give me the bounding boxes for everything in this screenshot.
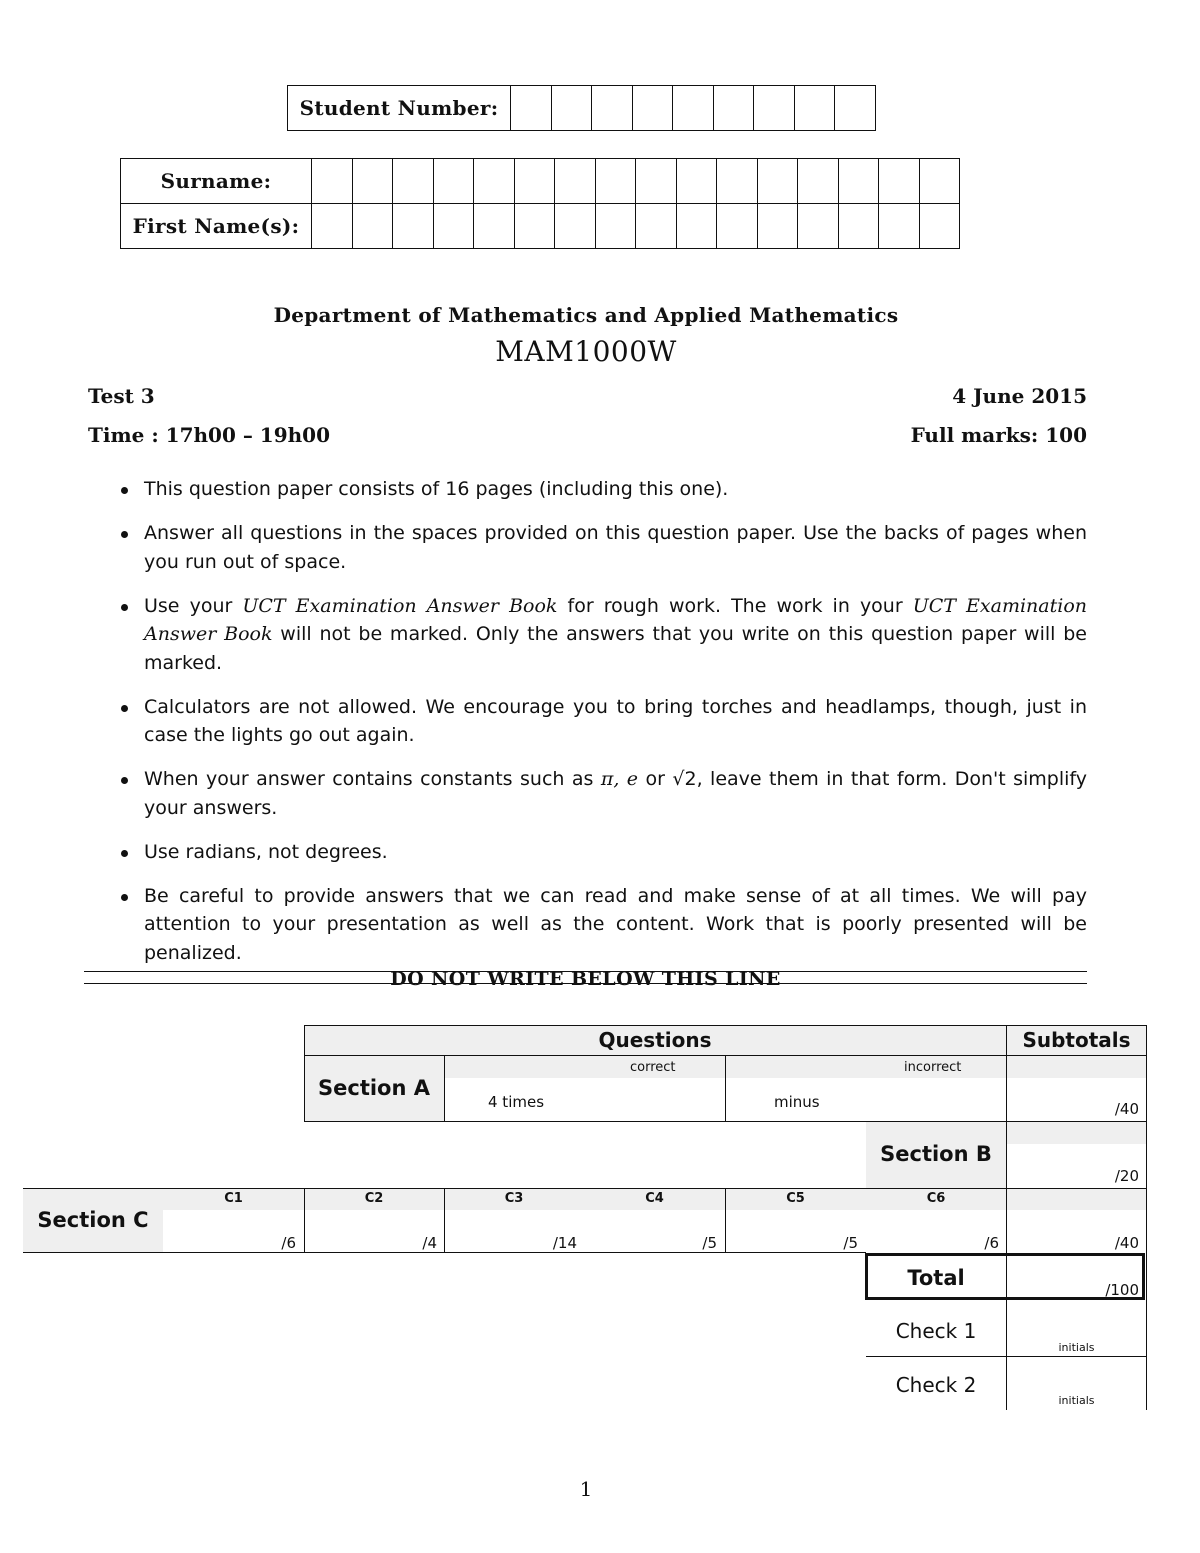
instruction-emphasis: UCT Examination Answer Book <box>242 594 558 617</box>
surname-cell[interactable] <box>352 159 393 204</box>
surname-cell[interactable] <box>312 159 353 204</box>
surname-cell[interactable] <box>757 159 798 204</box>
instruction-item <box>115 592 1087 678</box>
incorrect-label: incorrect <box>904 1060 962 1075</box>
total-marks-value: /100 <box>1105 1281 1139 1299</box>
student-number-cell[interactable] <box>632 86 673 131</box>
time-label: Time : 17h00 – 19h00 <box>88 423 331 447</box>
grid-line <box>1006 1025 1007 1410</box>
c5-marks: /5 <box>843 1234 858 1252</box>
section-c-label: Section C <box>37 1208 149 1232</box>
c4-label: C4 <box>645 1191 664 1206</box>
instruction-math: √2 <box>672 768 697 790</box>
first-name-cell[interactable] <box>595 204 636 249</box>
instruction-text: will not be marked. Only the answers that you write on this question paper will be marked. <box>144 623 1087 674</box>
grid-line <box>304 1025 1147 1026</box>
check2-initials: initials <box>1058 1394 1095 1407</box>
first-name-cell[interactable] <box>798 204 839 249</box>
do-not-write-notice: DO NOT WRITE BELOW THIS LINE <box>390 968 781 990</box>
student-number-cell[interactable] <box>551 86 592 131</box>
page-number: 1 <box>579 1477 593 1501</box>
first-name-cell[interactable] <box>757 204 798 249</box>
first-name-cell[interactable] <box>676 204 717 249</box>
test-label: Test 3 <box>88 384 155 408</box>
check1-label: Check 1 <box>895 1319 977 1343</box>
department-title: Department of Mathematics and Applied Mathematics <box>273 303 899 327</box>
c6-label: C6 <box>926 1191 946 1206</box>
grid-line <box>444 1055 445 1122</box>
course-code: MAM1000W <box>495 335 677 368</box>
first-names-label: First Name(s): <box>121 204 312 249</box>
student-number-cell[interactable] <box>713 86 754 131</box>
instruction-item: Calculators are not allowed. We encourage you to bring torches and headlamps, though, just in case the lights go out again. <box>115 693 1087 750</box>
student-number-cell[interactable] <box>794 86 835 131</box>
c1-label: C1 <box>224 1191 243 1206</box>
c-subtotal-value: /40 <box>1114 1234 1139 1252</box>
full-marks-label: Full marks: 100 <box>910 423 1087 447</box>
test-date: 4 June 2015 <box>952 384 1087 408</box>
c5-label: C5 <box>786 1191 805 1206</box>
instruction-text: for rough work. The work in your <box>557 594 913 617</box>
grid-line <box>725 1188 726 1253</box>
instruction-text: When your answer contains constants such as <box>144 768 601 790</box>
section-a-label: Section A <box>318 1076 430 1100</box>
instruction-math: π, e <box>600 768 639 790</box>
instruction-emphasis: UCT Examination Answer Book <box>144 594 1088 645</box>
surname-cell[interactable] <box>676 159 717 204</box>
correct-label: correct <box>630 1060 676 1075</box>
instruction-text: Use your <box>144 594 243 617</box>
surname-label: Surname: <box>121 159 312 204</box>
first-name-cell[interactable] <box>433 204 474 249</box>
first-name-cell[interactable] <box>352 204 393 249</box>
check2-label: Check 2 <box>895 1373 977 1397</box>
student-number-cell[interactable] <box>673 86 714 131</box>
instruction-item: This question paper consists of 16 pages (including this one). <box>115 475 1087 504</box>
total-label: Total <box>907 1266 965 1290</box>
c6-marks: /6 <box>984 1234 999 1252</box>
questions-header: Questions <box>598 1028 712 1052</box>
surname-cell[interactable] <box>433 159 474 204</box>
instruction-item: Be careful to provide answers that we can read and make sense of at all times. We will pay attention to your presentation as well as the content. Work that is poorly presented will be penalized. <box>115 882 1087 968</box>
a-subtotal-top-bg <box>1006 1056 1147 1078</box>
surname-cell[interactable] <box>555 159 596 204</box>
surname-cell[interactable] <box>919 159 960 204</box>
student-number-cell[interactable] <box>592 86 633 131</box>
first-name-cell[interactable] <box>636 204 677 249</box>
surname-cell[interactable] <box>798 159 839 204</box>
name-box <box>120 158 960 249</box>
first-name-cell[interactable] <box>879 204 920 249</box>
student-number-cell[interactable] <box>835 86 876 131</box>
surname-cell[interactable] <box>595 159 636 204</box>
four-times-label: 4 times <box>488 1093 545 1111</box>
surname-cell[interactable] <box>474 159 515 204</box>
surname-cell[interactable] <box>838 159 879 204</box>
c3-marks: /14 <box>552 1234 577 1252</box>
first-name-cell[interactable] <box>474 204 515 249</box>
b-subtotal-top-bg <box>1006 1122 1147 1144</box>
divider-line-bottom <box>84 983 1087 984</box>
first-name-cell[interactable] <box>312 204 353 249</box>
minus-label: minus <box>774 1093 820 1111</box>
surname-cell[interactable] <box>636 159 677 204</box>
student-number-label: Student Number: <box>288 86 511 131</box>
c2-marks: /4 <box>422 1234 437 1252</box>
grid-line <box>444 1188 445 1253</box>
surname-cell[interactable] <box>393 159 434 204</box>
instruction-text: , leave them in that form. Don't simplify your answers. <box>144 768 1088 819</box>
subtotals-header: Subtotals <box>1022 1028 1131 1052</box>
instruction-text: or <box>638 768 673 790</box>
grid-line <box>725 1055 726 1122</box>
grid-line <box>304 1188 305 1253</box>
c2-label: C2 <box>364 1191 384 1206</box>
surname-cell[interactable] <box>514 159 555 204</box>
grid-line <box>304 1025 305 1122</box>
first-name-cell[interactable] <box>838 204 879 249</box>
first-name-cell[interactable] <box>393 204 434 249</box>
b-subtotal-value: /20 <box>1114 1167 1139 1185</box>
first-name-cell[interactable] <box>717 204 758 249</box>
instruction-item <box>115 765 1087 822</box>
instructions-list <box>115 475 1087 983</box>
student-number-box <box>287 85 876 131</box>
student-number-cell[interactable] <box>511 86 552 131</box>
first-name-cell[interactable] <box>514 204 555 249</box>
c4-marks: /5 <box>702 1234 717 1252</box>
first-name-cell[interactable] <box>919 204 960 249</box>
instruction-item: Answer all questions in the spaces provided on this question paper. Use the backs of pages when you run out of space. <box>115 519 1087 576</box>
c3-label: C3 <box>504 1191 524 1206</box>
instruction-item: Use radians, not degrees. <box>115 838 1087 867</box>
surname-cell[interactable] <box>879 159 920 204</box>
student-number-cell[interactable] <box>754 86 795 131</box>
section-b-label: Section B <box>880 1142 992 1166</box>
a-subtotal-value: /40 <box>1114 1100 1139 1118</box>
check1-initials: initials <box>1058 1341 1095 1354</box>
first-name-cell[interactable] <box>555 204 596 249</box>
grid-line <box>1146 1025 1147 1410</box>
surname-cell[interactable] <box>717 159 758 204</box>
c1-marks: /6 <box>281 1234 296 1252</box>
